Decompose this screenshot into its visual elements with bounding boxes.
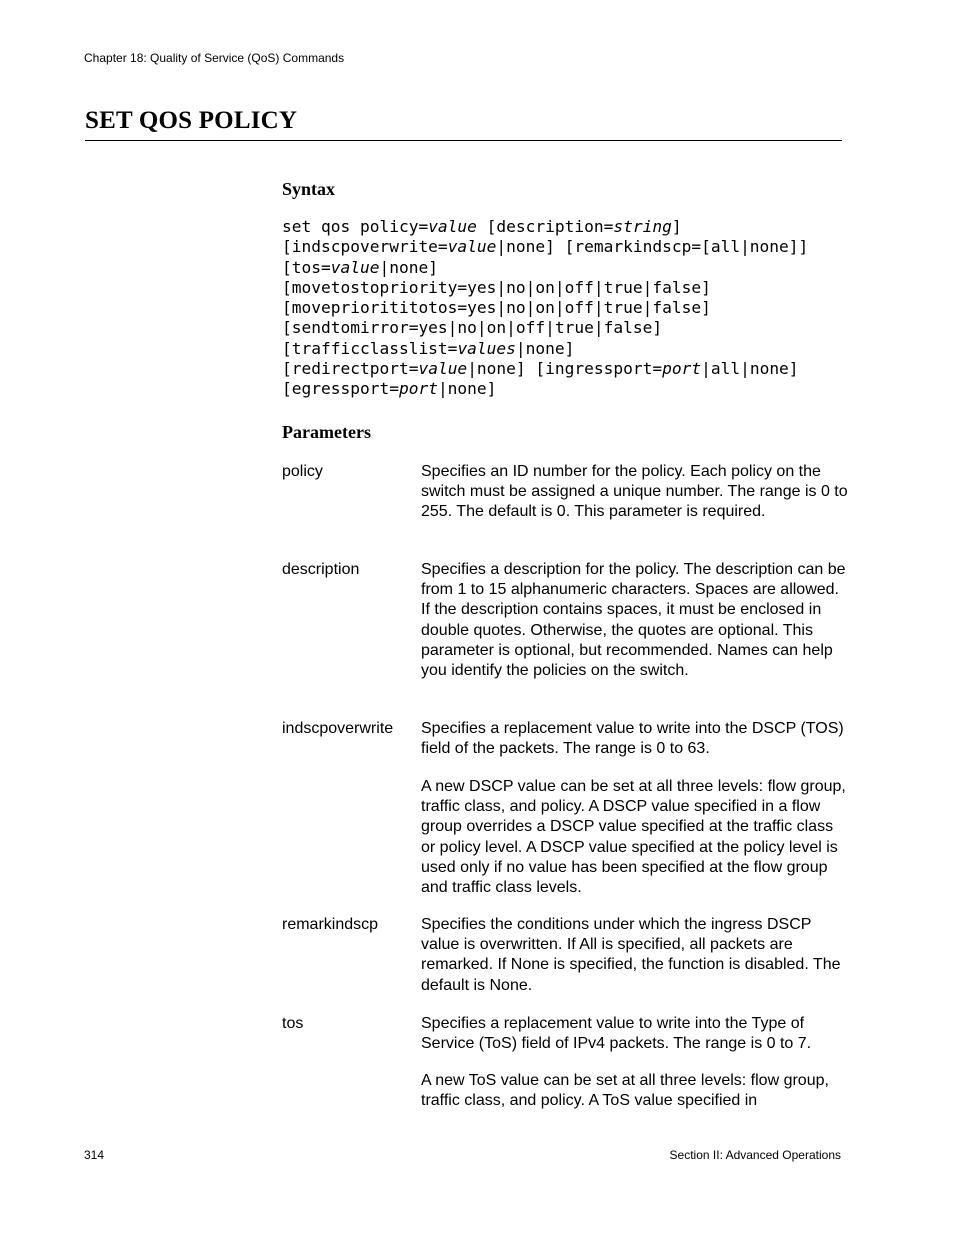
syntax-text: |none] [437,379,497,399]
syntax-text: |none] [remarkindscp=[all|none]] [496,237,809,257]
syntax-text: |none] [515,338,575,358]
syntax-heading: Syntax [282,179,336,199]
syntax-text: [movepriorititotos=yes|no|on|off|true|false] [282,298,711,318]
param-description: Specifies the conditions under which the ingress DSCP value is overwritten. If All is specified, all packets are remarked. If None is specified, the function is disabled. The default is None. [421,916,841,994]
title-rule [85,140,842,141]
syntax-text: [egressport= [282,379,399,399]
syntax-line [282,379,808,399]
syntax-text: [redirectport= [282,359,419,379]
syntax-text: [movetostopriority=yes|no|on|off|true|false] [282,277,711,297]
param-description: A new DSCP value can be set at all three levels: flow group, traffic class, and policy. A DSCP value specified in a flow group overrides a DSCP value specified at the traffic class or policy level. A DSCP value specified at the policy level is used only if no value has been specified at the flow group and traffic class levels. [421,778,846,897]
syntax-text: [tos= [282,257,331,277]
syntax-text: |all|none] [701,359,799,379]
param-name: tos [282,1015,304,1032]
running-header: Chapter 18: Quality of Service (QoS) Commands [84,51,345,65]
syntax-line [282,237,808,257]
syntax-placeholder: value [428,217,477,236]
syntax-text: |none] [379,257,438,277]
param-description: Specifies a description for the policy. The description can be from 1 to 15 alphanumeric characters. Spaces are allowed. If the description contains spaces, it must be enclosed in double quotes. Otherwise, the quotes are optional. This parameter is optional, but recommended. Names can help you identify the policies on the switch. [421,561,846,680]
syntax-placeholder: value [418,359,468,379]
param-name: policy [282,463,323,480]
parameters-heading: Parameters [282,422,371,442]
section-footer: Section II: Advanced Operations [669,1148,841,1162]
syntax-text: [indscpoverwrite= [282,237,448,257]
syntax-placeholder: string [613,217,672,236]
param-description: Specifies an ID number for the policy. Each policy on the switch must be assigned a unique number. The range is 0 to 255. The default is 0. This parameter is required. [421,463,848,521]
syntax-line [282,339,808,359]
syntax-text: |none] [ingressport= [467,359,663,379]
param-name: remarkindscp [282,916,379,933]
syntax-text: [sendtomirror=yes|no|on|off|true|false] [282,318,663,338]
syntax-text: set qos policy= [282,217,429,236]
syntax-text: ] [671,217,682,236]
param-name: description [282,561,360,578]
syntax-line [282,359,808,379]
syntax-placeholder: port [662,359,702,379]
syntax-line [282,258,808,278]
page-title: SET QOS POLICY [85,107,298,134]
syntax-text: [trafficclasslist= [282,338,458,358]
syntax-placeholder: value [447,237,497,257]
syntax-placeholder: port [398,379,438,399]
param-description: A new ToS value can be set at all three levels: flow group, traffic class, and policy. A ToS value specified in [421,1072,829,1110]
syntax-line [282,298,808,318]
param-description: Specifies a replacement value to write into the DSCP (TOS) field of the packets. The range is 0 to 63. [421,720,844,758]
syntax-line [282,278,808,298]
page-number: 314 [84,1148,105,1162]
syntax-line [282,318,808,338]
syntax-block [282,217,808,400]
syntax-text: [description= [476,217,614,236]
param-description: Specifies a replacement value to write into the Type of Service (ToS) field of IPv4 packets. The range is 0 to 7. [421,1015,812,1053]
param-name: indscpoverwrite [282,720,394,737]
syntax-placeholder: values [457,338,516,358]
syntax-line [282,217,808,237]
syntax-placeholder: value [330,257,380,277]
